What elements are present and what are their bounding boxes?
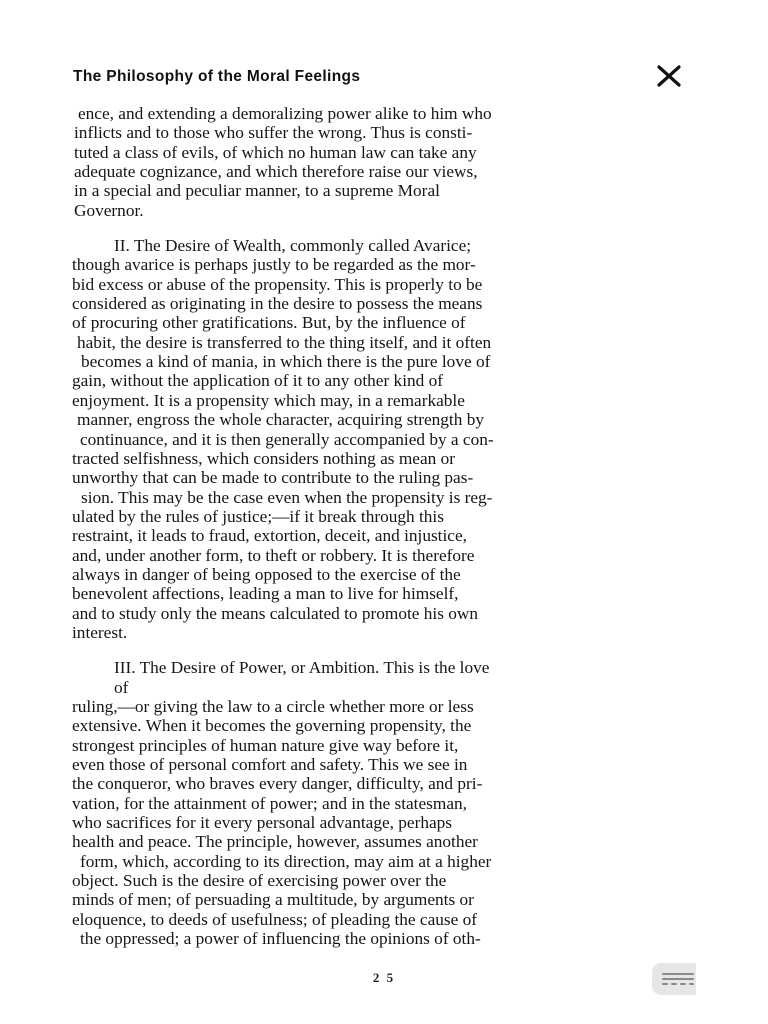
paragraph-gap xyxy=(72,642,692,658)
page-text xyxy=(72,104,692,948)
text-line: becomes a kind of mania, in which there is the pure love of xyxy=(81,352,491,372)
text-line: inflicts and to those who suffer the wrong. Thus is consti- xyxy=(74,123,473,143)
text-line: ruling,—or giving the law to a circle whether more or less xyxy=(72,696,474,716)
text-line: habit, the desire is transferred to the thing itself, and it often xyxy=(77,332,492,352)
text-line: and, under another form, to theft or robbery. It is therefore xyxy=(72,545,475,565)
text-line: restraint, it leads to fraud, extortion, deceit, and injustice, xyxy=(72,526,467,546)
menu-button[interactable] xyxy=(652,963,696,995)
text-line: adequate cognizance, and which therefore raise our views, xyxy=(74,162,478,182)
text-line: unworthy that can be made to contribute to the ruling pas- xyxy=(72,468,474,488)
text-line: the conqueror, who braves every danger, difficulty, and pri- xyxy=(72,774,483,794)
text-line: II. The Desire of Wealth, commonly called Avarice; xyxy=(114,236,472,256)
menu-icon xyxy=(661,971,695,989)
paragraph-gap xyxy=(72,220,692,236)
text-line: in a special and peculiar manner, to a supreme Moral xyxy=(74,181,440,201)
text-line: eloquence, to deeds of usefulness; of pleading the cause of xyxy=(72,909,478,929)
text-line: of procuring other gratifications. But, by the influence of xyxy=(72,313,466,333)
text-line: manner, engross the whole character, acquiring strength by xyxy=(77,410,484,430)
text-line: bid excess or abuse of the propensity. This is properly to be xyxy=(72,274,483,294)
text-line: III. The Desire of Power, or Ambition. This is the love xyxy=(114,658,490,678)
paragraph xyxy=(72,658,692,948)
text-line: form, which, according to its direction, may aim at a higher xyxy=(80,851,492,871)
text-line: the oppressed; a power of influencing the opinions of oth- xyxy=(80,929,481,949)
page-number: 2 5 xyxy=(372,970,396,985)
text-line: object. Such is the desire of exercising power over the xyxy=(72,871,447,891)
text-line: health and peace. The principle, however, assumes another xyxy=(72,832,478,852)
text-line: ence, and extending a demoralizing power alike to him who xyxy=(78,104,492,123)
text-line: and to study only the means calculated to promote his own xyxy=(72,603,479,623)
text-line: extensive. When it becomes the governing propensity, the xyxy=(72,716,472,736)
text-line: ulated by the rules of justice;—if it break through this xyxy=(72,506,444,526)
text-line: considered as originating in the desire to possess the means xyxy=(72,294,483,314)
text-line: who sacrifices for it every personal advantage, perhaps xyxy=(72,813,453,833)
text-line: always in danger of being opposed to the exercise of the xyxy=(72,564,461,584)
text-line: tuted a class of evils, of which no human law can take any xyxy=(74,142,477,162)
text-line: minds of men; of persuading a multitude, by arguments or xyxy=(72,890,474,910)
reader-header xyxy=(73,66,693,88)
text-line: strongest principles of human nature give way before it, xyxy=(72,735,459,755)
text-line: enjoyment. It is a propensity which may, in a remarkable xyxy=(72,390,465,410)
close-icon xyxy=(656,64,682,88)
paragraph xyxy=(72,236,692,642)
close-button[interactable] xyxy=(656,64,682,88)
text-line: continuance, and it is then generally accompanied by a con- xyxy=(80,429,494,449)
paragraph xyxy=(72,104,692,220)
text-line: vation, for the attainment of power; and in the statesman, xyxy=(72,793,467,813)
text-line: tracted selfishness, which considers nothing as mean or xyxy=(72,448,455,468)
text-line: though avarice is perhaps justly to be regarded as the mor- xyxy=(72,255,476,275)
text-line: sion. This may be the case even when the propensity is reg- xyxy=(81,487,493,507)
text-line: even those of personal comfort and safety. This we see in xyxy=(72,755,468,774)
book-title: The Philosophy of the Moral Feelings xyxy=(73,68,361,85)
text-line: gain, without the application of it to any other kind of xyxy=(72,371,443,391)
text-line: benevolent affections, leading a man to live for himself, xyxy=(72,584,459,604)
text-line: interest. xyxy=(72,622,128,642)
text-line: of xyxy=(114,677,129,697)
text-line: Governor. xyxy=(74,200,144,220)
